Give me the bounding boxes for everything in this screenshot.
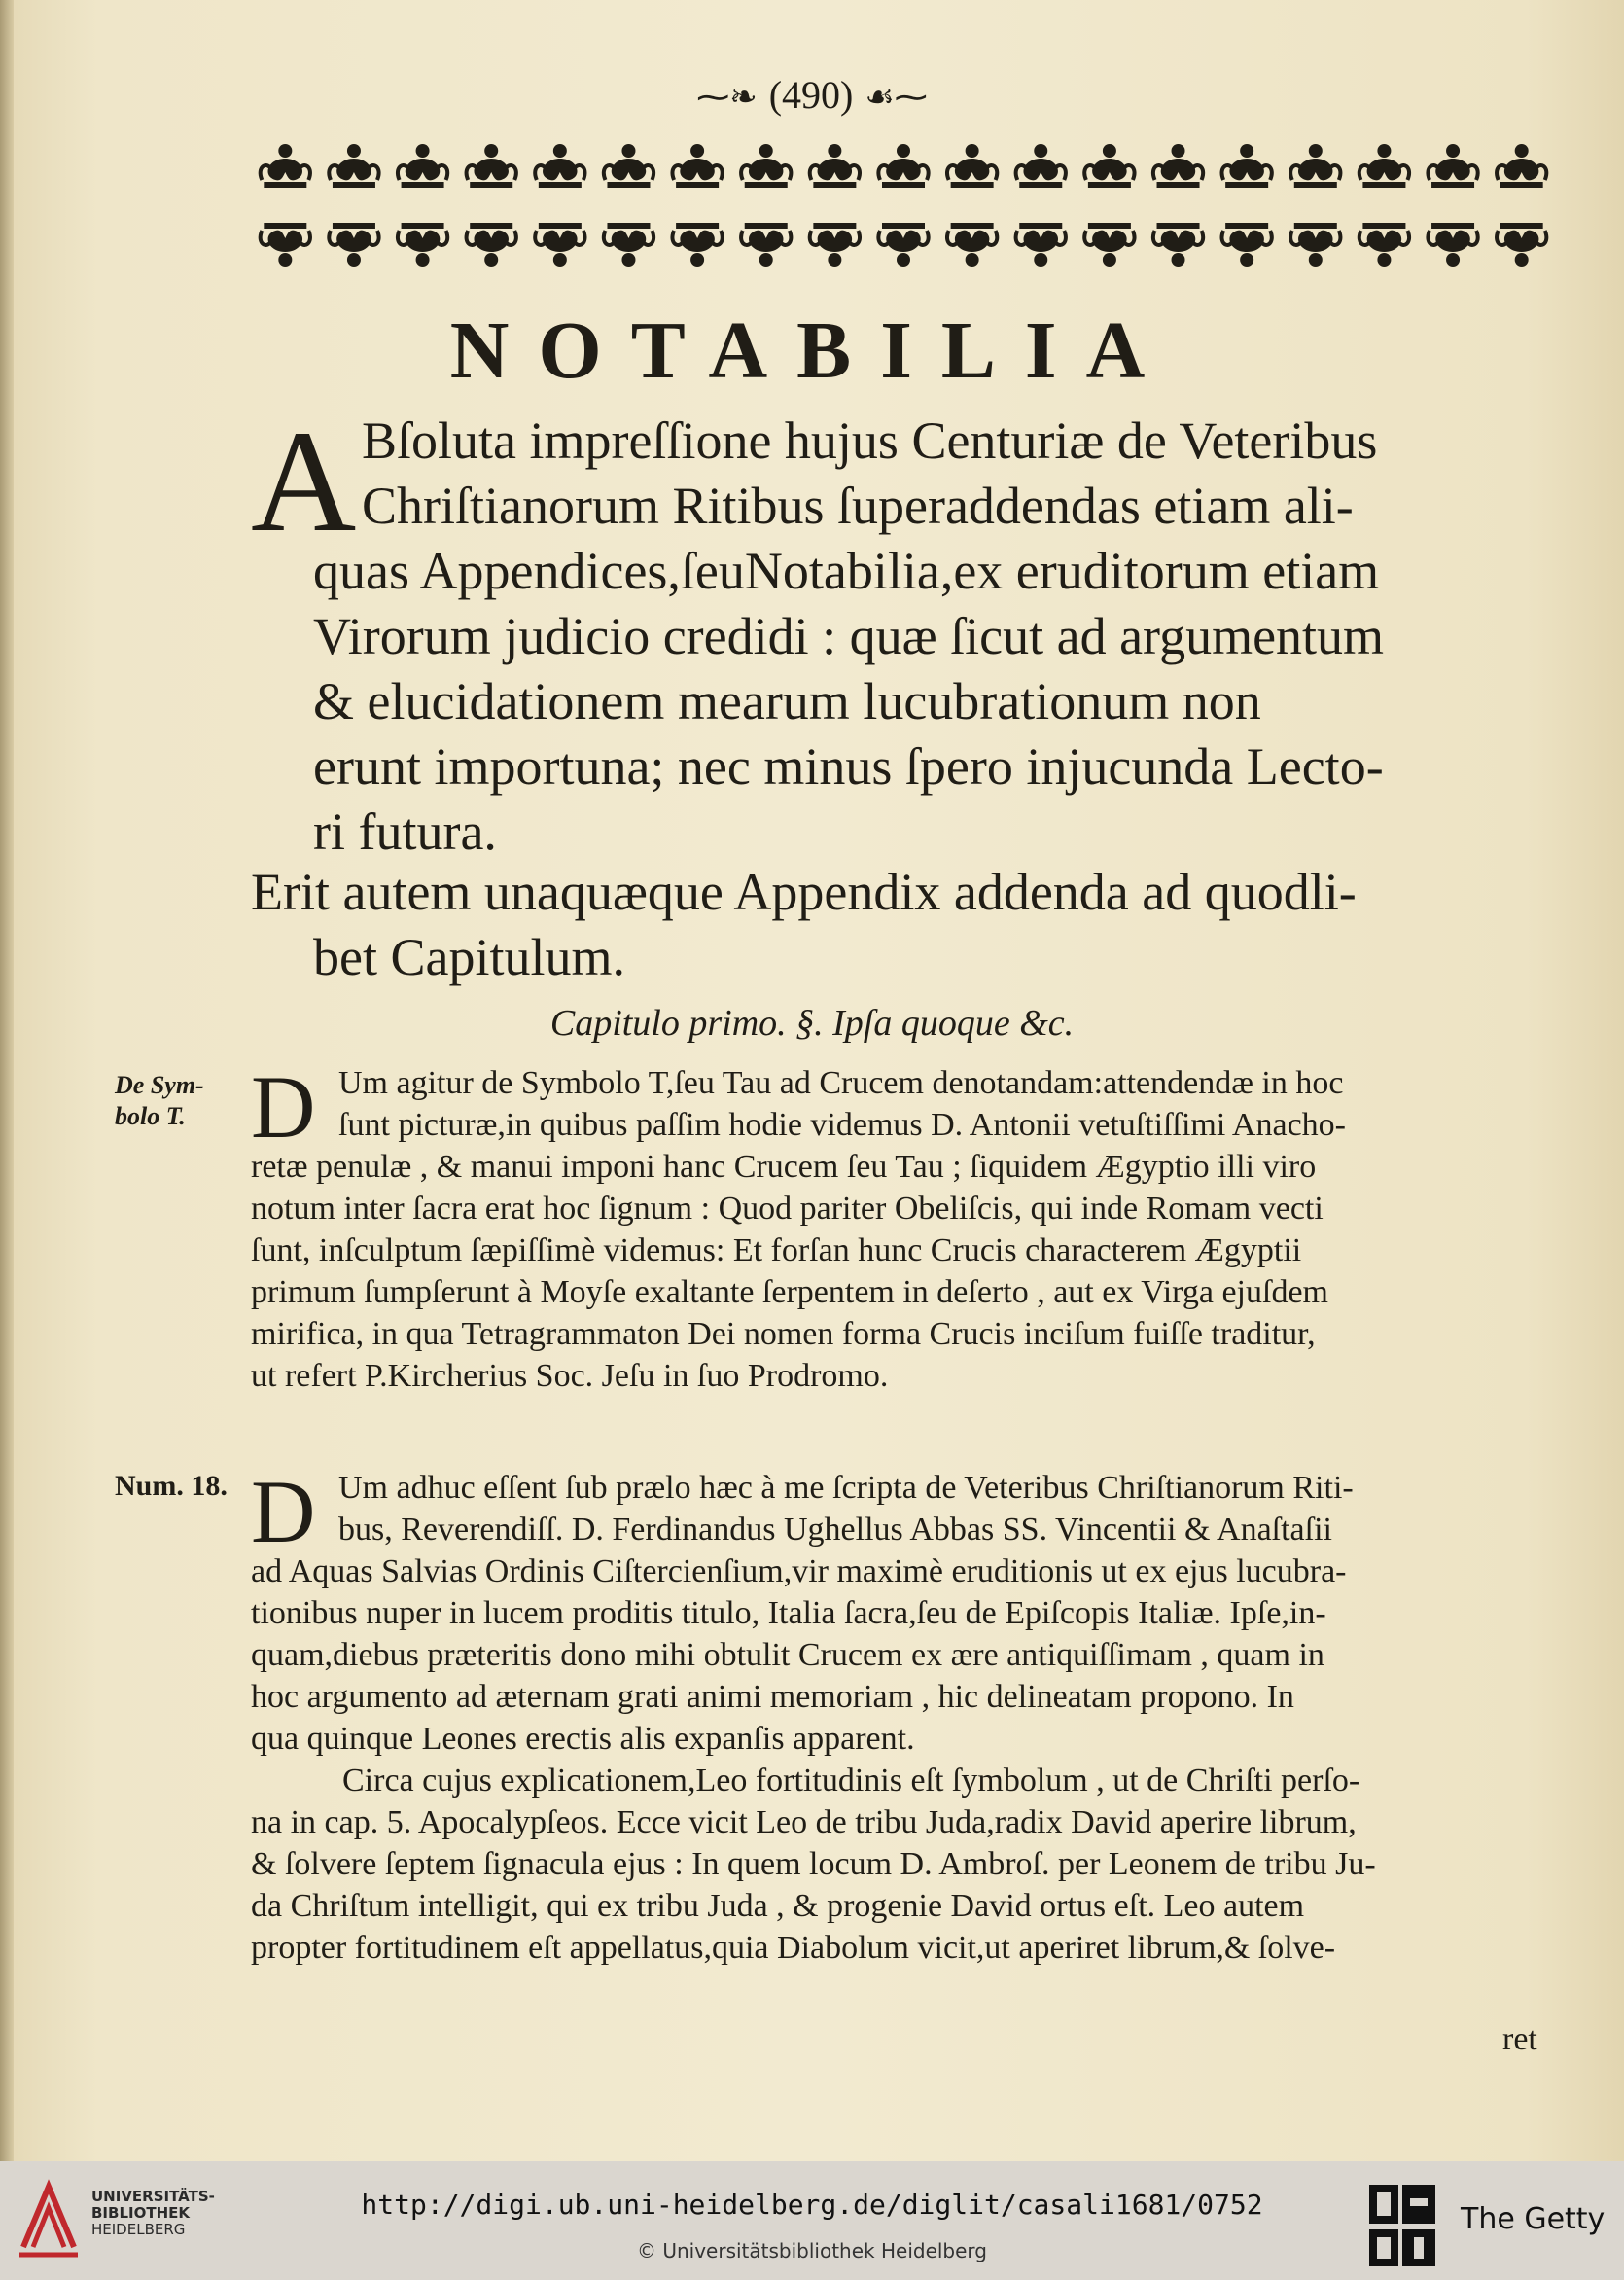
text-line: ut refert P.Kircherius Soc. Jeſu in ſuo Prodromo. <box>251 1358 889 1394</box>
fleuron-icon <box>878 223 928 267</box>
margin-note-line: bolo T. <box>115 1102 186 1130</box>
text-line: ſunt, inſculptum ſæpiſſimè videmus: Et forſan hunc Crucis characterem Ægyptii <box>251 1232 1302 1268</box>
text-line: propter fortitudinem eſt appellatus,quia Diabolum vicit,ut aperiret librum,& ſolve- <box>251 1930 1336 1966</box>
text-line: tionibus nuper in lucem proditis titulo, Italia ſacra,ſeu de Epiſcopis Italiæ. Ipſe,in- <box>251 1595 1326 1631</box>
fleuron-icon <box>1084 223 1134 267</box>
margin-note-number <box>115 1471 228 1502</box>
fleuron-icon <box>329 144 378 188</box>
text-line: Erit autem unaquæque Appendix addenda ad quodli- <box>251 863 1357 921</box>
text-line: ri futura. <box>313 802 497 861</box>
text-line: Um adhuc eſſent ſub prælo hæc à me ſcripta de Veteribus Chriſtianorum Riti- <box>338 1470 1354 1506</box>
text-line: Virorum judicio credidi : quæ ſicut ad argumentum <box>313 607 1385 665</box>
partner-name: The Getty <box>1461 2202 1606 2236</box>
section-symbolo-paragraph <box>251 1057 1559 1397</box>
fleuron-icon <box>1153 144 1203 188</box>
text-line: & ſolvere ſeptem ſignacula ejus : In quem locum D. Ambroſ. per Leonem de tribu Ju- <box>251 1846 1376 1882</box>
fleuron-icon <box>261 223 310 267</box>
text-line: primum ſumpſerunt à Moyſe exaltante ſerpentem in deſerto , aut ex Virga ejuſdem <box>251 1274 1328 1310</box>
margin-note-symbolo <box>115 1070 204 1132</box>
fleuron-icon <box>1428 223 1477 267</box>
drop-cap-initial: A <box>251 401 357 562</box>
fleuron-icon <box>878 144 928 188</box>
fleuron-icon <box>329 223 378 267</box>
viewer-footer <box>0 2161 1624 2280</box>
section-ughellus-paragraph <box>251 1462 1559 1969</box>
fleuron-icon <box>604 223 653 267</box>
drop-cap-initial: D <box>251 1462 316 1561</box>
ornamental-headpiece <box>251 131 1556 277</box>
fleuron-icon <box>1497 223 1546 267</box>
text-line: quas Appendices,ſeuNotabilia,ex eruditorum etiam <box>313 542 1380 600</box>
fleuron-icon <box>1016 223 1066 267</box>
text-line: ſunt picturæ,in quibus paſſim hodie videmus D. Antonii vetuſtiſſimi Anacho- <box>338 1107 1346 1143</box>
fleuron-icon <box>1290 144 1340 188</box>
page-title: NOTABILIA <box>449 305 1175 396</box>
fleuron-icon <box>467 223 516 267</box>
page-number: ⁓❧ (490) ☙⁓ <box>696 73 928 117</box>
fleuron-icon <box>741 223 791 267</box>
library-name-line: HEIDELBERG <box>91 2221 186 2238</box>
fleuron-icon <box>1084 144 1134 188</box>
fleuron-icon <box>1497 144 1546 188</box>
drop-cap-initial: D <box>251 1057 316 1157</box>
text-line: Bſoluta impreſſione hujus Centuriæ de Veteribus <box>362 411 1378 470</box>
fleuron-icon <box>535 144 584 188</box>
text-line: hoc argumento ad æternam grati animi memoriam , hic delineatam propono. In <box>251 1679 1294 1715</box>
fleuron-icon <box>398 144 447 188</box>
fleuron-left-icon: ⁓❧ <box>696 80 758 116</box>
text-line: ad Aquas Salvias Ordinis Ciſtercienſium,vir maximè eruditionis ut ex ejus lucubra- <box>251 1553 1347 1589</box>
fleuron-icon <box>1290 223 1340 267</box>
text-line: Chriſtianorum Ritibus ſuperaddendas etiam ali- <box>362 477 1354 535</box>
fleuron-icon <box>947 144 997 188</box>
permalink-url[interactable]: http://digi.ub.uni-heidelberg.de/diglit/casali1681/0752 <box>361 2189 1263 2221</box>
catchword: ret <box>1502 2021 1537 2057</box>
fleuron-icon <box>672 144 722 188</box>
fleuron-icon <box>467 144 516 188</box>
getty-logo-icon[interactable] <box>1363 2181 1441 2270</box>
text-line: erunt importuna; nec minus ſpero injucunda Lecto- <box>313 737 1384 796</box>
library-name-line: UNIVERSITÄTS- <box>91 2188 215 2205</box>
text-line: bus, Reverendiſſ. D. Ferdinandus Ughellus Abbas SS. Vincentii & Anaſtaſii <box>338 1512 1332 1548</box>
library-name-line: BIBLIOTHEK <box>91 2204 190 2222</box>
text-line: da Chriſtum intelligit, qui ex tribu Juda , & progenie David ortus eſt. Leo autem <box>251 1888 1305 1924</box>
intro-paragraph <box>313 409 1558 865</box>
fleuron-icon <box>810 144 860 188</box>
fleuron-icon <box>1359 144 1409 188</box>
text-line: Circa cujus explicationem,Leo fortitudinis eſt ſymbolum , ut de Chriſti perſo- <box>342 1763 1360 1799</box>
fleuron-icon <box>261 144 310 188</box>
text-line: bet Capitulum. <box>313 928 625 986</box>
fleuron-icon <box>398 223 447 267</box>
text-line: Um agitur de Symbolo T,ſeu Tau ad Crucem denotandam:attendendæ in hoc <box>338 1065 1344 1101</box>
copyright-notice: © Universitätsbibliothek Heidelberg <box>636 2239 987 2262</box>
chapter-subheading: Capitulo primo. §. Ipſa quoque &c. <box>549 1003 1075 1044</box>
text-line: quam,diebus præteritis dono mihi obtulit Crucem ex ære antiquiſſimam , quam in <box>251 1637 1324 1673</box>
fleuron-icon <box>947 223 997 267</box>
margin-note-line: De Sym- <box>115 1071 204 1099</box>
text-line: na in cap. 5. Apocalypſeos. Ecce vicit Leo de tribu Juda,radix David aperire librum, <box>251 1804 1357 1840</box>
fleuron-icon <box>1222 223 1272 267</box>
second-paragraph <box>251 860 1559 990</box>
fleuron-icon <box>1016 144 1066 188</box>
fleuron-icon <box>1153 223 1203 267</box>
margin-note-line: Num. 18. <box>115 1470 228 1502</box>
fleuron-icon <box>1222 144 1272 188</box>
text-line: notum inter ſacra erat hoc ſignum : Quod pariter Obeliſcis, qui inde Romam vecti <box>251 1191 1324 1227</box>
fleuron-icon <box>604 144 653 188</box>
text-line: retæ penulæ , & manui imponi hanc Crucem ſeu Tau ; ſiquidem Ægyptio illi viro <box>251 1149 1317 1185</box>
fleuron-icon <box>1428 144 1477 188</box>
fleuron-icon <box>741 144 791 188</box>
fleuron-icon <box>672 223 722 267</box>
text-line: & elucidationem mearum lucubrationum non <box>313 672 1261 730</box>
fleuron-icon <box>1359 223 1409 267</box>
text-line: mirifica, in qua Tetragrammaton Dei nomen forma Crucis inciſum fuiſſe traditur, <box>251 1316 1316 1352</box>
text-line: qua quinque Leones erectis alis expanſis apparent. <box>251 1721 915 1757</box>
fleuron-right-icon: ☙⁓ <box>865 80 928 116</box>
fleuron-icon <box>810 223 860 267</box>
fleuron-icon <box>535 223 584 267</box>
